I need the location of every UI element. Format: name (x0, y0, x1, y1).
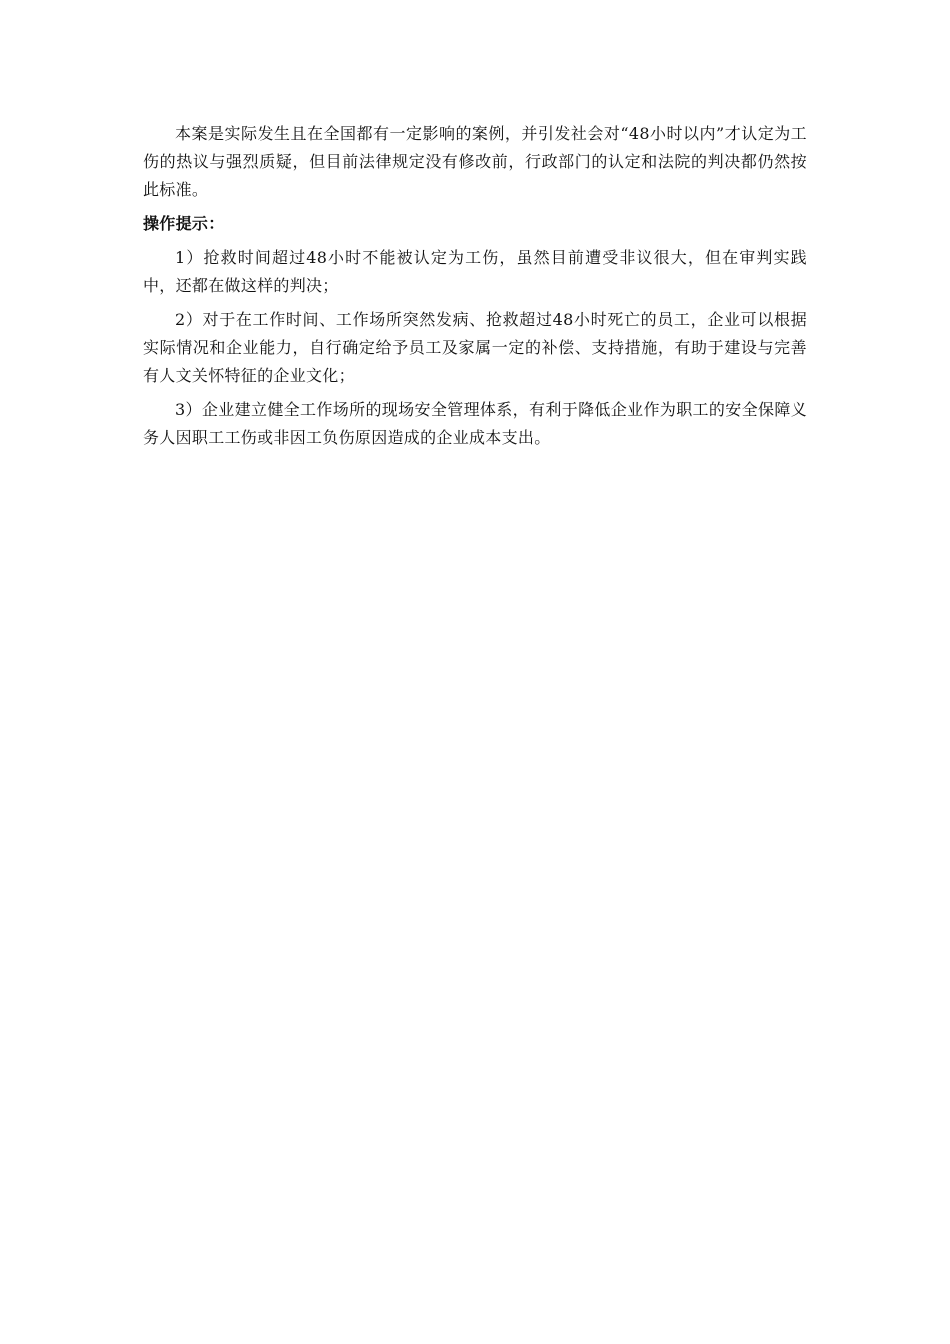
tips-heading: 操作提示： (143, 214, 225, 233)
tip-item-3: 3）企业建立健全工作场所的现场安全管理体系，有利于降低企业作为职工的安全保障义务人因职工工伤或非因工负伤原因造成的企业成本支出。 (143, 400, 807, 447)
tip-item-1: 1）抢救时间超过48小时不能被认定为工伤，虽然目前遭受非议很大，但在审判实践中，还都在做这样的判决； (143, 248, 807, 295)
document-body (143, 120, 807, 458)
tip-item-2: 2）对于在工作时间、工作场所突然发病、抢救超过48小时死亡的员工，企业可以根据实际情况和企业能力，自行确定给予员工及家属一定的补偿、支持措施，有助于建设与完善有人文关怀特征的企业文化； (143, 310, 807, 385)
intro-paragraph: 本案是实际发生且在全国都有一定影响的案例，并引发社会对“48小时以内”才认定为工伤的热议与强烈质疑，但目前法律规定没有修改前，行政部门的认定和法院的判决都仍然按此标准。 (143, 124, 807, 199)
